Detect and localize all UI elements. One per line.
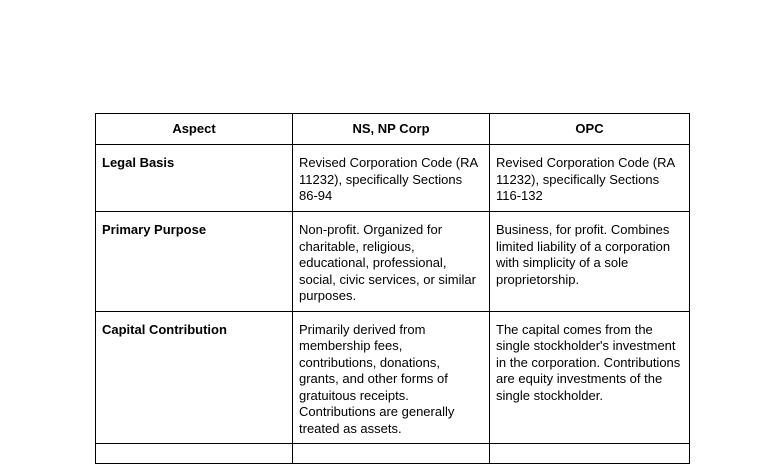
table-row [96, 145, 690, 212]
header-opc: OPC [490, 114, 690, 145]
opc-cell: Revised Corporation Code (RA 11232), specifically Sections 116-132 [490, 145, 690, 212]
empty-cell [490, 444, 690, 464]
table-row [96, 311, 690, 444]
aspect-cell: Legal Basis [96, 145, 293, 212]
aspect-cell: Capital Contribution [96, 311, 293, 444]
ns-np-corp-cell: Primarily derived from membership fees, contributions, donations, grants, and other forms of gratuitous receipts. Contributions are generally treated as assets. [293, 311, 490, 444]
aspect-cell: Primary Purpose [96, 212, 293, 312]
ns-np-corp-cell: Non-profit. Organized for charitable, religious, educational, professional, social, civic services, or similar purposes. [293, 212, 490, 312]
opc-cell: The capital comes from the single stockholder's investment in the corporation. Contributions are equity investments of the single stockholder. [490, 311, 690, 444]
ns-np-corp-cell: Revised Corporation Code (RA 11232), specifically Sections 86-94 [293, 145, 490, 212]
comparison-table [95, 113, 690, 464]
header-ns-np-corp: NS, NP Corp [293, 114, 490, 145]
header-aspect: Aspect [96, 114, 293, 145]
empty-cell [293, 444, 490, 464]
table-row [96, 212, 690, 312]
opc-cell: Business, for profit. Combines limited liability of a corporation with simplicity of a sole proprietorship. [490, 212, 690, 312]
table-row-cut-off [96, 444, 690, 464]
empty-cell [96, 444, 293, 464]
table-header-row [96, 114, 690, 145]
